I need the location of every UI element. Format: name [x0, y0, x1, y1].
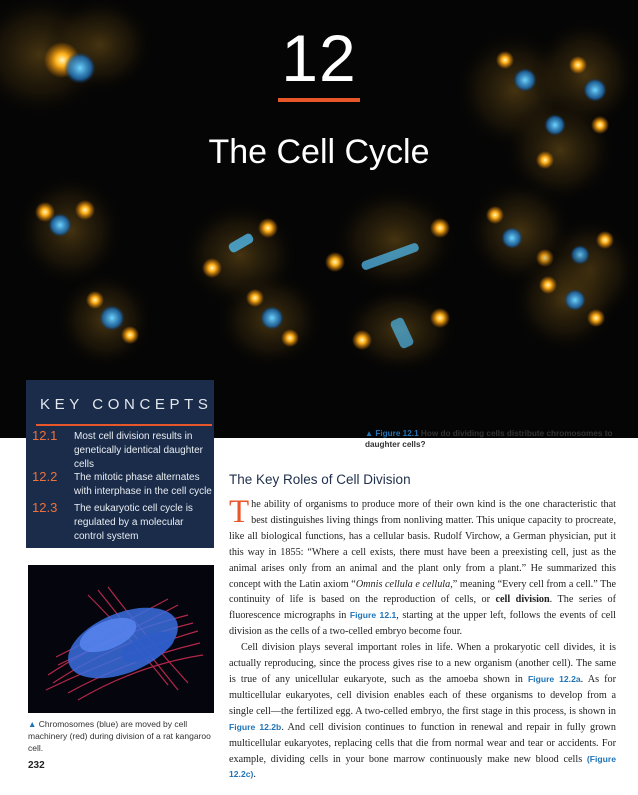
latin-axiom: Omnis cellula e cellula	[355, 578, 451, 590]
drop-cap: T	[229, 494, 250, 530]
figure-reference-link[interactable]: Figure 12.2b	[229, 721, 282, 732]
key-concept-text: The mitotic phase alternates with interphase in the cell cycle	[74, 472, 212, 497]
chapter-title: The Cell Cycle	[208, 133, 430, 171]
key-concept-number: 12.1	[32, 428, 58, 443]
figure-reference-link[interactable]: (Figure 12.2c)	[229, 753, 616, 780]
figure-label: Figure 12.1	[375, 429, 419, 438]
figure-caption-text: How do dividing cells distribute chromosomes to daughter cells?	[365, 429, 613, 449]
key-concept-number: 12.3	[32, 500, 58, 515]
side-micrograph	[28, 565, 214, 713]
paragraph	[229, 640, 616, 783]
text-run: . As for multicellular eukaryotes, cell division enables each of these organisms to develop from a single cell—the fertilized egg. A two-celled embryo, the first stage in this process, is shown in	[229, 673, 616, 717]
figure-reference-link[interactable]: Figure 12.1	[349, 610, 397, 621]
key-concept-number: 12.2	[32, 469, 58, 484]
key-term: cell division	[495, 594, 550, 606]
key-concepts-heading: KEY CONCEPTS	[40, 396, 213, 413]
text-run: . And cell division continues to function in renewal and repair in fully grown multicellular eukaryotes, replacing cells that die from normal wear and tear or accidents. For example, dividing cells in your bone marrow continuously make new blood cells	[229, 721, 617, 765]
key-concepts-rule	[36, 424, 212, 426]
chromosome-micrograph	[28, 565, 214, 713]
text-run: Cell division plays several important roles in life. When a prokaryotic cell divides, it is actually reproducing, since the process gives rise to a new organism (another cell). The same is true of any unicellular eukaryote, such as the amoeba shown in	[229, 642, 616, 685]
page-number: 232	[28, 760, 45, 771]
figure-caption	[365, 428, 615, 450]
side-caption-text: Chromosomes (blue) are moved by cell machinery (red) during division of a rat kangaroo cell.	[28, 719, 211, 753]
side-figure-caption	[28, 718, 214, 754]
text-run: , starting at the upper left, follows the events of cell division as the cells of a two-celled embryo become four.	[229, 610, 616, 638]
paragraph	[229, 494, 616, 640]
key-concept-text: The eukaryotic cell cycle is regulated by a molecular control system	[74, 503, 193, 542]
chapter-number: 12	[281, 21, 357, 95]
figure-reference-link[interactable]: Figure 12.2a	[527, 673, 581, 684]
text-run: he ability of organisms to produce more of their own kind is the one characteristic that best distinguishes living things from nonliving matter. This unique capacity to procreate, like all biological functions, has a cellular basis. Rudolf Virchow, a German physician, put it this way in 1855: “Where a cell exists, there must have been a preexisting cell, just as the animal arises only from an animal and the plant only from a plant.” He summarized this concept with the Latin axiom “	[229, 499, 616, 590]
triangle-marker-icon: ▲	[365, 429, 374, 438]
text-run: . The series of fluorescence micrographs in	[229, 594, 616, 622]
triangle-marker-icon: ▲	[28, 719, 37, 729]
key-concept-text: Most cell division results in genetically identical daughter cells	[74, 431, 203, 470]
section-title: The Key Roles of Cell Division	[229, 472, 411, 487]
text-run: .	[253, 769, 256, 781]
text-run: ,” meaning “Every cell from a cell.” The continuity of life is based on the reproduction of cells, or	[229, 578, 616, 606]
chapter-number-underline	[278, 98, 360, 102]
body-text	[229, 494, 617, 783]
key-concepts-box	[26, 380, 214, 548]
